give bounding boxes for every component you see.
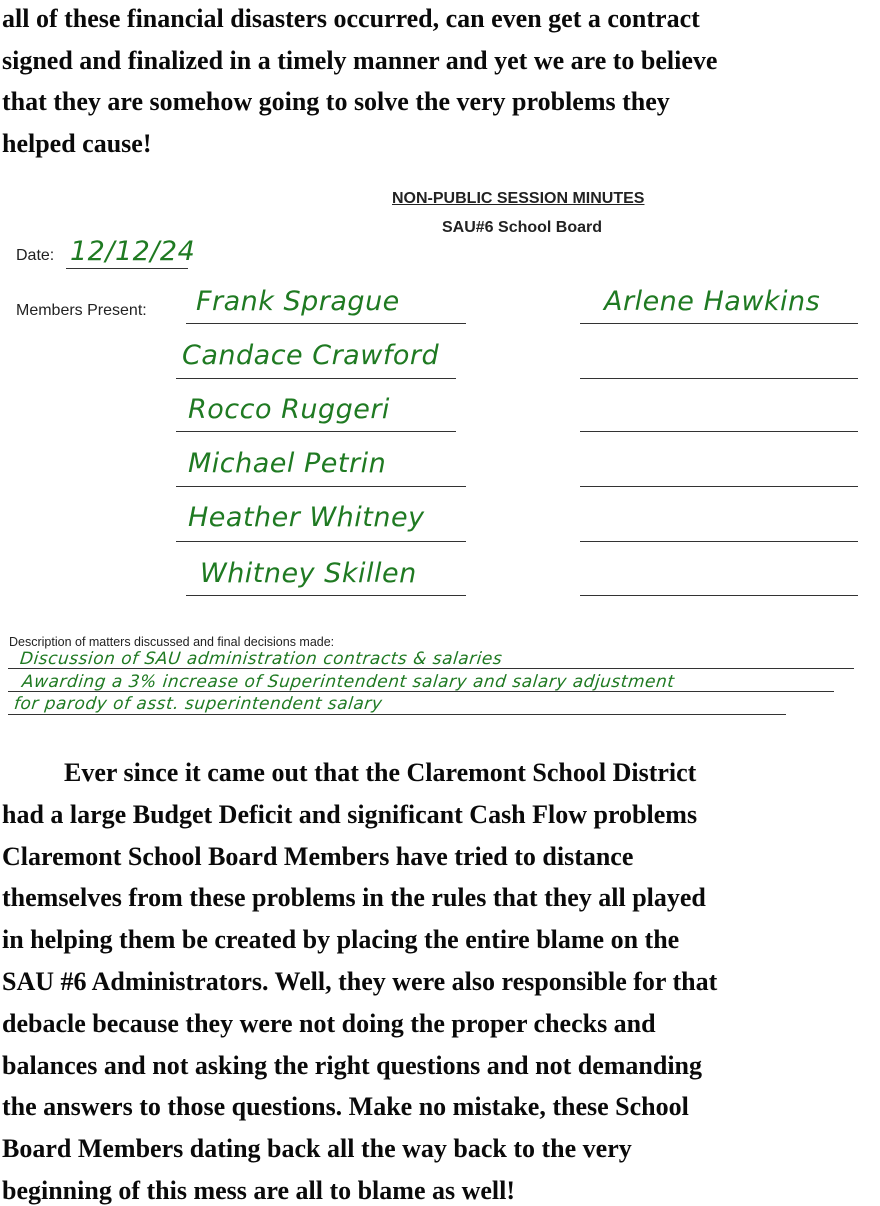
member-name: Frank Sprague (196, 286, 400, 317)
bottom-paragraph-line: Ever since it came out that the Claremont School District (64, 758, 697, 787)
date-line (66, 268, 188, 269)
member-line (176, 378, 456, 379)
minutes-form-scan (0, 180, 880, 740)
date-handwritten: 12/12/24 (70, 236, 196, 267)
member-name: Arlene Hawkins (604, 286, 821, 317)
top-paragraph-line: signed and finalized in a timely manner and yet we are to believe (2, 45, 718, 75)
bottom-paragraph-line: the answers to those questions. Make no mistake, these School (2, 1092, 689, 1122)
member-name: Michael Petrin (188, 448, 387, 479)
bottom-paragraph-line: Board Members dating back all the way back to the very (2, 1134, 632, 1164)
bottom-paragraph-line: SAU #6 Administrators. Well, they were also responsible for that (2, 966, 718, 996)
bottom-paragraph-line: beginning of this mess are all to blame as well! (2, 1175, 516, 1205)
member-name: Whitney Skillen (200, 558, 417, 589)
form-title: NON-PUBLIC SESSION MINUTES (392, 190, 645, 207)
member-name: Heather Whitney (188, 502, 425, 533)
top-paragraph-line: that they are somehow going to solve the very problems they (2, 87, 670, 116)
member-name: Rocco Ruggeri (188, 394, 390, 425)
member-line (176, 486, 466, 487)
member-line (186, 595, 466, 596)
bottom-paragraph-line: Claremont School Board Members have tried to distance (2, 841, 634, 871)
bottom-paragraph-line: debacle because they were not doing the proper checks and (2, 1008, 656, 1038)
member-line (176, 541, 466, 542)
bottom-paragraph-line: in helping them be created by placing the entire blame on the (2, 925, 680, 955)
member-line (580, 595, 858, 596)
description-handwritten: for parody of asst. superintendent salary (12, 694, 384, 714)
member-line (580, 378, 858, 379)
top-paragraph-line: helped cause! (2, 128, 152, 158)
top-paragraph (2, 0, 878, 164)
description-line (8, 714, 786, 715)
form-subtitle: SAU#6 School Board (442, 219, 603, 236)
bottom-paragraph (2, 752, 880, 1206)
members-present-label: Members Present: (16, 302, 147, 319)
date-label: Date: (16, 247, 55, 264)
description-handwritten: Discussion of SAU administration contracts & salaries (18, 649, 504, 669)
bottom-paragraph-line: balances and not asking the right questions and not demanding (2, 1050, 703, 1080)
member-line (580, 431, 858, 432)
member-line (186, 323, 466, 324)
member-line (580, 486, 858, 487)
description-label: Description of matters discussed and final decisions made: (9, 635, 335, 649)
description-handwritten: Awarding a 3% increase of Superintendent salary and salary adjustment (20, 672, 676, 692)
bottom-paragraph-line: themselves from these problems in the rules that they all played (2, 883, 706, 913)
member-line (580, 323, 858, 324)
member-name: Candace Crawford (182, 340, 440, 371)
top-paragraph-line: all of these financial disasters occurred, can even get a contract (2, 4, 700, 33)
bottom-paragraph-line: had a large Budget Deficit and significant Cash Flow problems (2, 799, 698, 829)
member-line (580, 541, 858, 542)
member-line (176, 431, 456, 432)
